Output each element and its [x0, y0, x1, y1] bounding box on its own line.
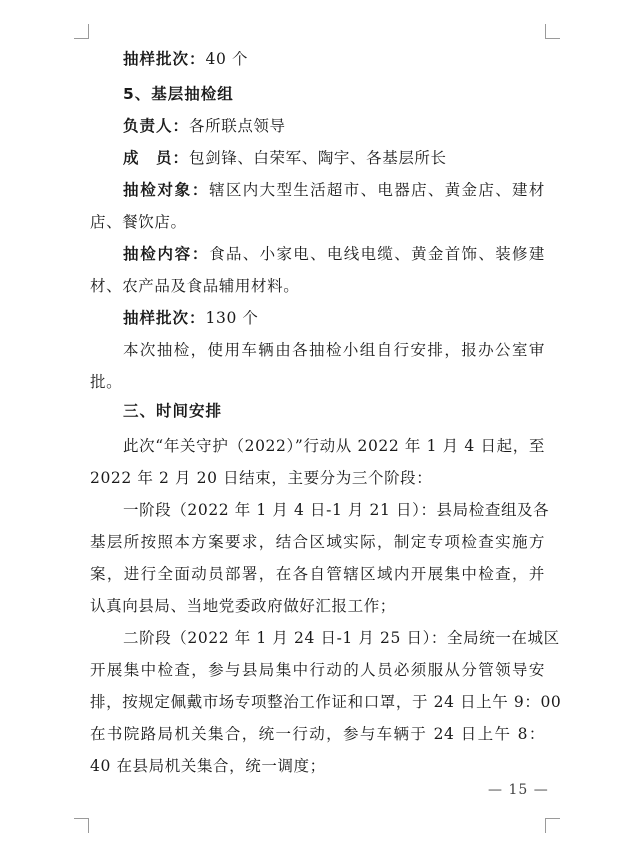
grassroots-group-heading: 5、基层抽检组	[123, 85, 234, 103]
inspection-content-line	[123, 244, 545, 264]
members-value: 包剑锋、白荣军、陶宇、各基层所长	[189, 149, 447, 167]
sample-batch-line-2	[123, 308, 545, 328]
crop-mark-bottom-left	[74, 818, 89, 833]
phase2-line-5: 40 在县局机关集合，统一调度；	[90, 757, 326, 775]
sample-batch-value: 40 个	[205, 50, 249, 68]
vehicle-note-line: 本次抽检，使用车辆由各抽检小组自行安排，报办公室审	[123, 341, 545, 359]
crop-mark-top-right	[545, 24, 560, 39]
inspection-content-label: 抽检内容：	[123, 245, 210, 263]
phase1-line-1: 一阶段（2022 年 1 月 4 日-1 月 21 日）：县局检查组及各	[123, 501, 550, 519]
sample-batch-label: 抽样批次：	[123, 50, 206, 68]
schedule-heading-line	[123, 401, 545, 421]
inspection-target-cont: 店、餐饮店。	[90, 213, 187, 231]
crop-mark-top-left	[74, 24, 89, 39]
phase2-line-3: 排，按规定佩戴市场专项整治工作证和口罩，于 24 日上午 9：00	[90, 693, 562, 711]
intro-line-1: 此次“年关守护（2022）”行动从 2022 年 1 月 4 日起，至	[123, 437, 545, 455]
vehicle-note-cont: 批。	[90, 373, 123, 391]
leader-line	[123, 116, 545, 136]
members-label: 成 员：	[123, 149, 190, 167]
leader-label: 负责人：	[123, 117, 190, 135]
leader-value: 各所联点领导	[189, 117, 286, 135]
schedule-heading: 三、时间安排	[123, 402, 223, 420]
phase1-line-2: 基层所按照本方案要求，结合区域实际，制定专项检查实施方	[90, 533, 545, 551]
phase2-line-2: 开展集中检查，参与县局集中行动的人员必须服从分管领导安	[90, 661, 545, 679]
section-heading	[123, 84, 545, 104]
phase2-line-4: 在书院路局机关集合，统一行动，参与车辆于 24 日上午 8：	[90, 725, 545, 743]
inspection-content-value: 食品、小家电、电线电缆、黄金首饰、装修建	[209, 245, 545, 263]
intro-line-2: 2022 年 2 月 20 日结束，主要分为三个阶段：	[90, 469, 433, 487]
sample-batch-line	[123, 49, 545, 69]
phase2-line-1: 二阶段（2022 年 1 月 24 日-1 月 25 日）：全局统一在城区	[123, 629, 560, 647]
page-number: — 15 —	[488, 782, 549, 798]
inspection-target-label: 抽检对象：	[123, 181, 210, 199]
sample-batch-value-2: 130 个	[205, 309, 259, 327]
crop-mark-bottom-right	[545, 818, 560, 833]
inspection-content-cont: 材、农产品及食品辅用材料。	[90, 277, 300, 295]
inspection-target-value: 辖区内大型生活超市、电器店、黄金店、建材	[209, 181, 545, 199]
members-line	[123, 148, 545, 168]
inspection-target-line	[123, 180, 545, 200]
sample-batch-label-2: 抽样批次：	[123, 309, 206, 327]
phase1-line-4: 认真向县局、当地党委政府做好汇报工作；	[90, 597, 396, 615]
phase1-line-3: 案，进行全面动员部署，在各自管辖区域内开展集中检查，并	[90, 565, 545, 583]
